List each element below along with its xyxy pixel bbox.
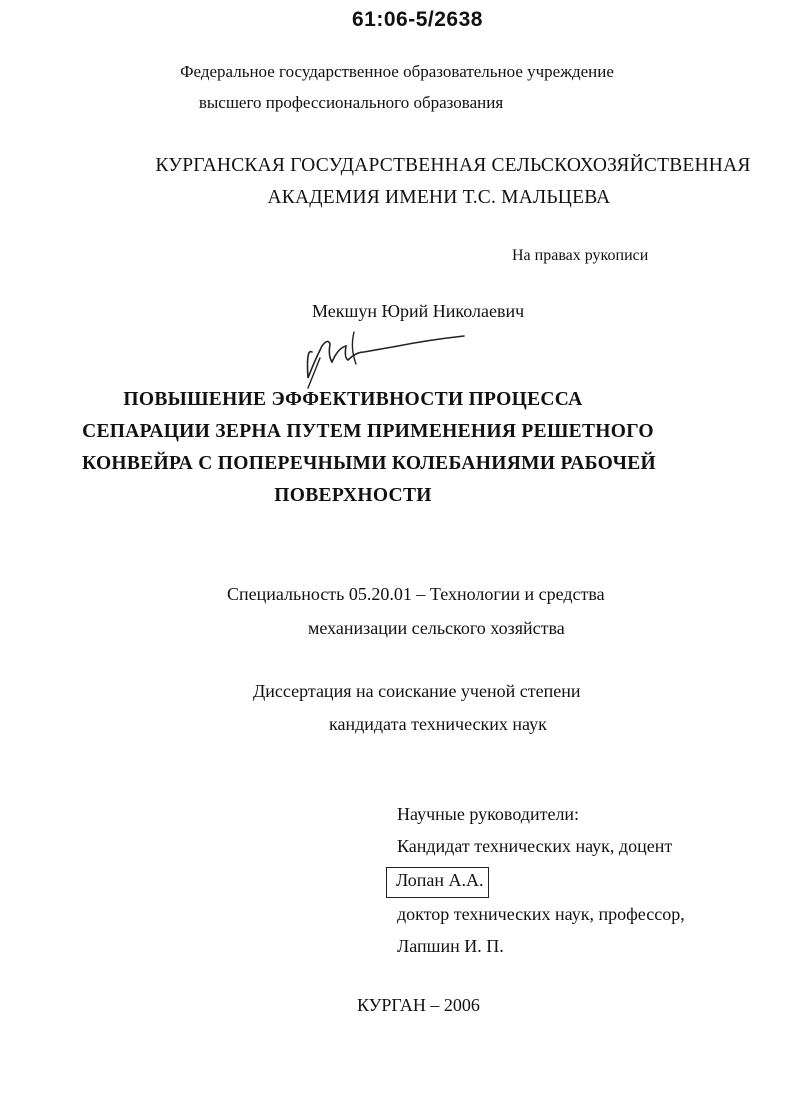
document-number: 61:06-5/2638 (352, 8, 483, 31)
degree-line-2: кандидата технических наук (329, 714, 547, 734)
advisor-1-title: Кандидат технических наук, доцент (397, 836, 673, 856)
title-line-3: КОНВЕЙРА С ПОПЕРЕЧНЫМИ КОЛЕБАНИЯМИ РАБОЧЕЙ (82, 453, 656, 474)
title-line-4: ПОВЕРХНОСТИ (274, 485, 432, 506)
manuscript-note: На правах рукописи (512, 247, 649, 264)
author-name: Мекшун Юрий Николаевич (312, 301, 525, 321)
specialty-line-2: механизации сельского хозяйства (308, 618, 565, 638)
author-signature (298, 318, 468, 390)
degree-line-1: Диссертация на соискание ученой степени (253, 681, 581, 701)
advisors-heading: Научные руководители: (397, 804, 580, 824)
institution-line-2: высшего профессионального образования (198, 93, 504, 112)
academy-line-1: КУРГАНСКАЯ ГОСУДАРСТВЕННАЯ СЕЛЬСКОХОЗЯЙСТВЕННАЯ (155, 155, 751, 176)
advisor-2-title: доктор технических наук, профессор, (397, 904, 685, 924)
academy-line-2: АКАДЕМИЯ ИМЕНИ Т.С. МАЛЬЦЕВА (267, 187, 611, 208)
title-line-1: ПОВЫШЕНИЕ ЭФФЕКТИВНОСТИ ПРОЦЕССА (123, 389, 583, 410)
institution-line-1: Федеральное государственное образовательное учреждение (180, 62, 614, 81)
city-year: КУРГАН – 2006 (357, 995, 480, 1015)
advisor-1-name: Лопан А.А. (396, 870, 484, 890)
advisor-2-name: Лапшин И. П. (397, 936, 504, 956)
specialty-line-1: Специальность 05.20.01 – Технологии и средства (227, 584, 605, 604)
title-line-2: СЕПАРАЦИИ ЗЕРНА ПУТЕМ ПРИМЕНЕНИЯ РЕШЕТНОГО (82, 421, 654, 442)
